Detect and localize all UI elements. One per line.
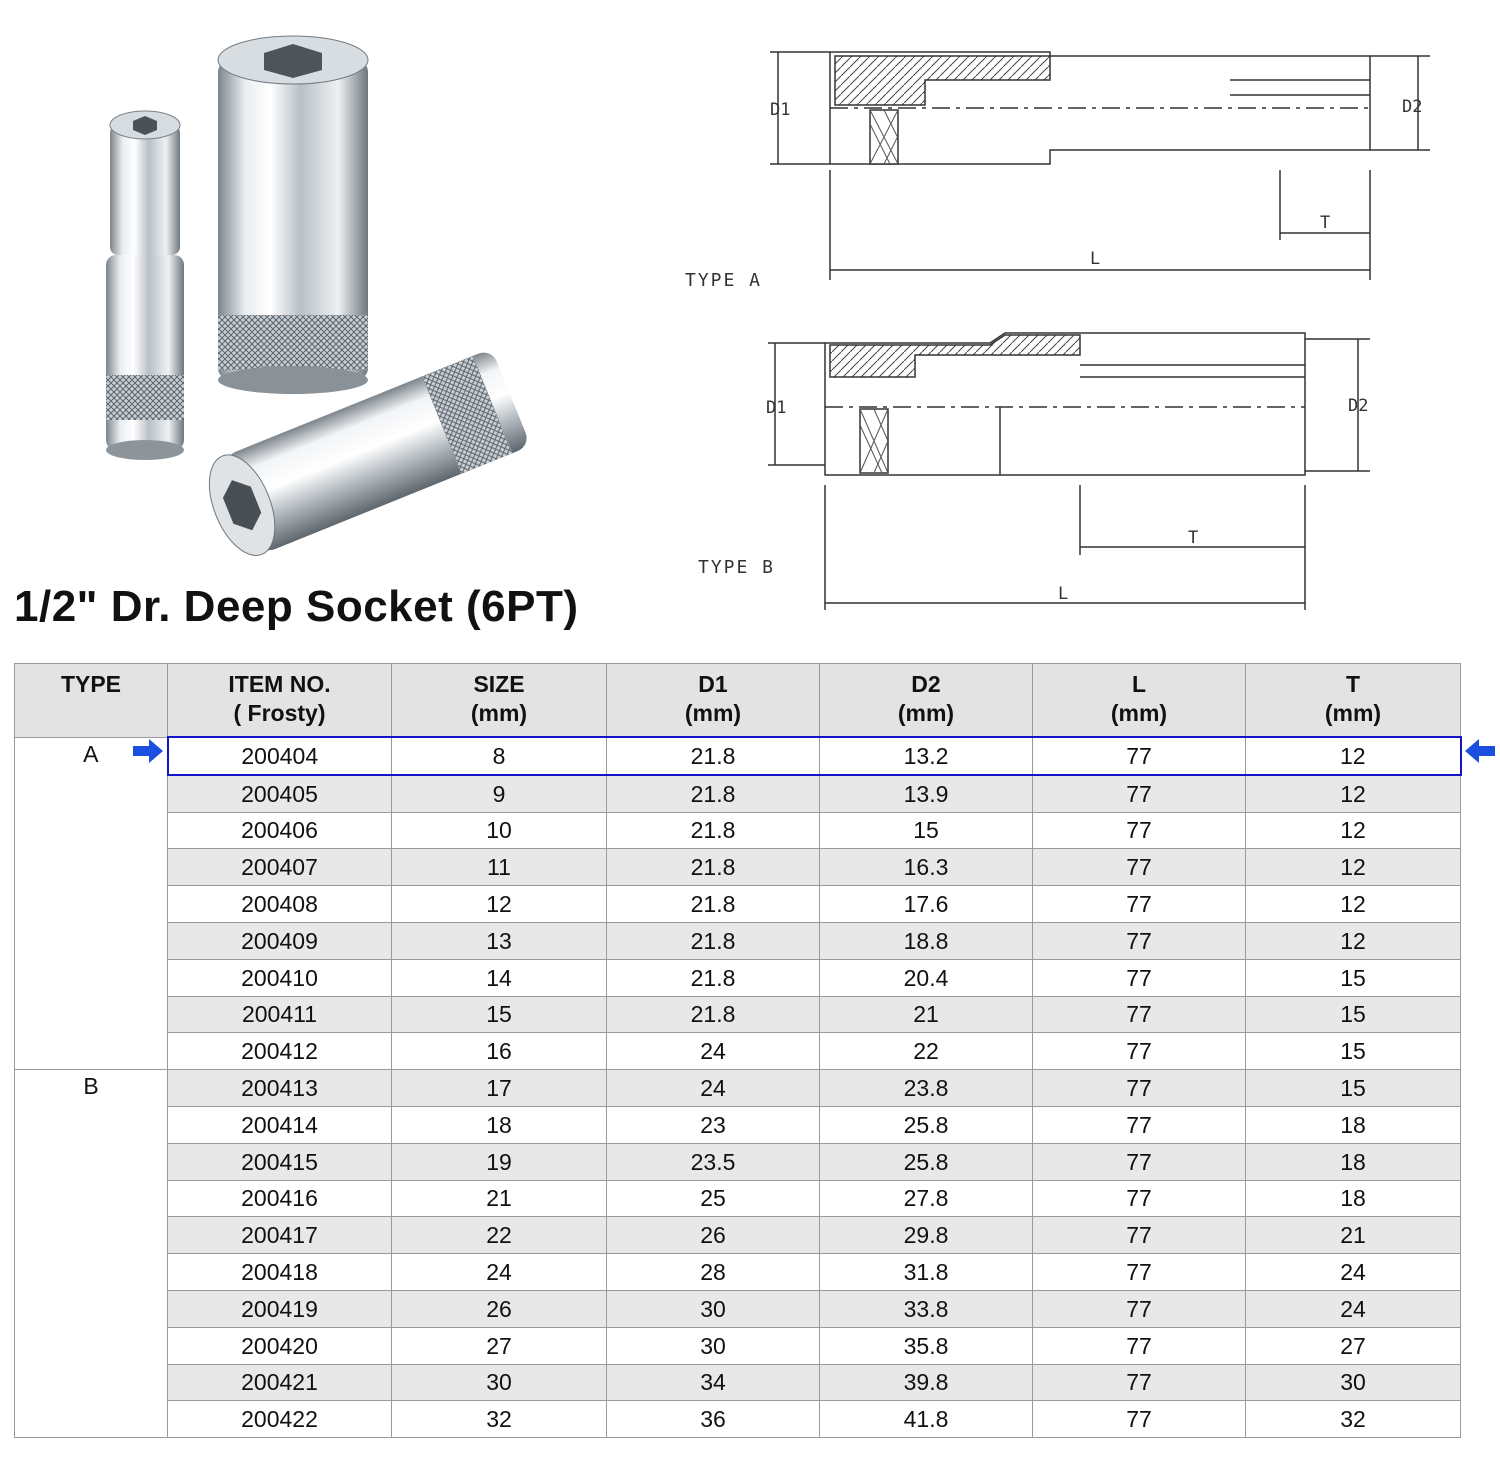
table-cell: 21.8 bbox=[607, 849, 820, 886]
table-cell: 25 bbox=[607, 1180, 820, 1217]
tall-socket bbox=[218, 36, 368, 394]
right-arrow-icon bbox=[131, 737, 165, 765]
table-cell: 26 bbox=[392, 1290, 607, 1327]
item-number-cell: 200409 bbox=[168, 922, 392, 959]
column-header-line1: TYPE bbox=[60, 671, 122, 697]
table-cell: 21.8 bbox=[607, 959, 820, 996]
table-cell: 15 bbox=[820, 812, 1033, 849]
table-row bbox=[15, 1180, 1461, 1217]
small-socket bbox=[106, 111, 184, 460]
table-header-row bbox=[15, 664, 1461, 738]
table-cell: 15 bbox=[1246, 959, 1461, 996]
column-header-line2: (mm) bbox=[1324, 700, 1382, 726]
product-photo bbox=[90, 20, 560, 560]
column-header bbox=[168, 664, 392, 738]
type-a-label: TYPE A bbox=[685, 270, 763, 291]
table-cell: 77 bbox=[1033, 886, 1246, 923]
type-b-t-label: T bbox=[1188, 528, 1199, 548]
item-number-cell: 200406 bbox=[168, 812, 392, 849]
table-cell: 21 bbox=[1246, 1217, 1461, 1254]
table-cell: 30 bbox=[1246, 1364, 1461, 1401]
column-header bbox=[392, 664, 607, 738]
type-a-l-label: L bbox=[1090, 249, 1101, 269]
type-a-d1-label: D1 bbox=[770, 100, 791, 120]
table-cell: 12 bbox=[1246, 886, 1461, 923]
table-cell: 16.3 bbox=[820, 849, 1033, 886]
item-number-cell: 200410 bbox=[168, 959, 392, 996]
table-cell: 12 bbox=[392, 886, 607, 923]
item-number-cell: 200405 bbox=[168, 775, 392, 812]
column-header-line1: D2 bbox=[911, 671, 941, 697]
type-b-d2-label: D2 bbox=[1348, 396, 1369, 416]
column-header-line1: D1 bbox=[698, 671, 728, 697]
table-cell: 35.8 bbox=[820, 1327, 1033, 1364]
table-cell: 77 bbox=[1033, 959, 1246, 996]
column-header-line1: L bbox=[1131, 671, 1147, 697]
table-cell: 13 bbox=[392, 922, 607, 959]
table-cell: 21.8 bbox=[607, 886, 820, 923]
table-cell: 18 bbox=[1246, 1143, 1461, 1180]
table-cell: 77 bbox=[1033, 737, 1246, 775]
table-cell: 23.5 bbox=[607, 1143, 820, 1180]
table-row bbox=[15, 737, 1461, 775]
table-cell: 28 bbox=[607, 1254, 820, 1291]
table-cell: 15 bbox=[392, 996, 607, 1033]
table-row bbox=[15, 1033, 1461, 1070]
table-cell: 31.8 bbox=[820, 1254, 1033, 1291]
table-cell: 77 bbox=[1033, 1033, 1246, 1070]
table-row bbox=[15, 996, 1461, 1033]
table-cell: 36 bbox=[607, 1401, 820, 1438]
table-cell: 18 bbox=[1246, 1106, 1461, 1143]
type-b-label: TYPE B bbox=[698, 557, 776, 578]
item-number-cell: 200413 bbox=[168, 1070, 392, 1107]
table-body bbox=[15, 737, 1461, 1438]
table-cell: 24 bbox=[607, 1070, 820, 1107]
column-header-line2: (mm) bbox=[470, 700, 528, 726]
table-cell: 18 bbox=[1246, 1180, 1461, 1217]
table-cell: 14 bbox=[392, 959, 607, 996]
column-header-line2: (mm) bbox=[897, 700, 955, 726]
table-cell: 10 bbox=[392, 812, 607, 849]
table-cell: 26 bbox=[607, 1217, 820, 1254]
table-cell: 12 bbox=[1246, 737, 1461, 775]
item-number-cell: 200418 bbox=[168, 1254, 392, 1291]
left-arrow-icon bbox=[1463, 737, 1497, 765]
table-cell: 22 bbox=[392, 1217, 607, 1254]
table-cell: 77 bbox=[1033, 922, 1246, 959]
table-cell: 33.8 bbox=[820, 1290, 1033, 1327]
table-cell: 24 bbox=[392, 1254, 607, 1291]
column-header bbox=[607, 664, 820, 738]
table-cell: 20.4 bbox=[820, 959, 1033, 996]
table-cell: 77 bbox=[1033, 812, 1246, 849]
table-cell: 18 bbox=[392, 1106, 607, 1143]
table-cell: 27 bbox=[392, 1327, 607, 1364]
table-cell: 34 bbox=[607, 1364, 820, 1401]
table-cell: 21 bbox=[820, 996, 1033, 1033]
column-header bbox=[1033, 664, 1246, 738]
item-number-cell: 200412 bbox=[168, 1033, 392, 1070]
table-cell: 77 bbox=[1033, 996, 1246, 1033]
column-header bbox=[1246, 664, 1461, 738]
table-cell: 25.8 bbox=[820, 1143, 1033, 1180]
type-a-d2-label: D2 bbox=[1402, 97, 1423, 117]
item-number-cell: 200422 bbox=[168, 1401, 392, 1438]
table-cell: 19 bbox=[392, 1143, 607, 1180]
table-row bbox=[15, 1106, 1461, 1143]
table-row bbox=[15, 1143, 1461, 1180]
table-row bbox=[15, 1364, 1461, 1401]
table-row bbox=[15, 1254, 1461, 1291]
table-cell: 21.8 bbox=[607, 775, 820, 812]
table-cell: 30 bbox=[607, 1290, 820, 1327]
column-header-line1: SIZE bbox=[473, 671, 525, 697]
table-cell: 12 bbox=[1246, 849, 1461, 886]
table-cell: 27.8 bbox=[820, 1180, 1033, 1217]
table-cell: 21 bbox=[392, 1180, 607, 1217]
table-cell: 21.8 bbox=[607, 996, 820, 1033]
type-b-l-label: L bbox=[1058, 584, 1069, 604]
item-number-cell: 200404 bbox=[168, 737, 392, 775]
table-row bbox=[15, 922, 1461, 959]
table-cell: 77 bbox=[1033, 1364, 1246, 1401]
column-header-line2: (mm) bbox=[1110, 700, 1168, 726]
table-cell: 77 bbox=[1033, 1290, 1246, 1327]
column-header bbox=[15, 664, 168, 738]
table-cell: 13.2 bbox=[820, 737, 1033, 775]
table-row bbox=[15, 1217, 1461, 1254]
table-row bbox=[15, 886, 1461, 923]
table-cell: 12 bbox=[1246, 922, 1461, 959]
column-header-line1: ITEM NO. bbox=[228, 671, 331, 697]
table-cell: 15 bbox=[1246, 1070, 1461, 1107]
item-number-cell: 200421 bbox=[168, 1364, 392, 1401]
table-cell: 77 bbox=[1033, 1254, 1246, 1291]
table-cell: 77 bbox=[1033, 849, 1246, 886]
table-row bbox=[15, 775, 1461, 812]
table-cell: 30 bbox=[392, 1364, 607, 1401]
table-row bbox=[15, 959, 1461, 996]
table-cell: 15 bbox=[1246, 996, 1461, 1033]
table-cell: 8 bbox=[392, 737, 607, 775]
table-cell: 77 bbox=[1033, 1401, 1246, 1438]
table-row bbox=[15, 1401, 1461, 1438]
table-cell: 18.8 bbox=[820, 922, 1033, 959]
type-b-diagram bbox=[670, 325, 1450, 615]
item-number-cell: 200414 bbox=[168, 1106, 392, 1143]
table-cell: 17.6 bbox=[820, 886, 1033, 923]
table-cell: 21.8 bbox=[607, 812, 820, 849]
table-cell: 15 bbox=[1246, 1033, 1461, 1070]
table-row bbox=[15, 1070, 1461, 1107]
table-cell: 23.8 bbox=[820, 1070, 1033, 1107]
table-cell: 77 bbox=[1033, 1217, 1246, 1254]
table-cell: 12 bbox=[1246, 775, 1461, 812]
item-number-cell: 200411 bbox=[168, 996, 392, 1033]
column-header-line2: (mm) bbox=[684, 700, 742, 726]
table-row bbox=[15, 1327, 1461, 1364]
column-header bbox=[820, 664, 1033, 738]
item-number-cell: 200407 bbox=[168, 849, 392, 886]
table-cell: 77 bbox=[1033, 1327, 1246, 1364]
spec-table bbox=[14, 663, 1462, 1438]
type-cell: A bbox=[15, 737, 168, 1070]
table-cell: 77 bbox=[1033, 1070, 1246, 1107]
type-a-diagram bbox=[670, 40, 1450, 300]
table-cell: 27 bbox=[1246, 1327, 1461, 1364]
table-cell: 77 bbox=[1033, 1106, 1246, 1143]
table-cell: 11 bbox=[392, 849, 607, 886]
table-cell: 25.8 bbox=[820, 1106, 1033, 1143]
table-cell: 16 bbox=[392, 1033, 607, 1070]
table-cell: 32 bbox=[1246, 1401, 1461, 1438]
table-cell: 30 bbox=[607, 1327, 820, 1364]
item-number-cell: 200415 bbox=[168, 1143, 392, 1180]
page-title: 1/2" Dr. Deep Socket (6PT) bbox=[14, 582, 579, 631]
table-row bbox=[15, 1290, 1461, 1327]
table-cell: 77 bbox=[1033, 775, 1246, 812]
item-number-cell: 200419 bbox=[168, 1290, 392, 1327]
table-cell: 77 bbox=[1033, 1180, 1246, 1217]
type-b-d1-label: D1 bbox=[766, 398, 787, 418]
table-cell: 22 bbox=[820, 1033, 1033, 1070]
table-cell: 77 bbox=[1033, 1143, 1246, 1180]
table-cell: 9 bbox=[392, 775, 607, 812]
item-number-cell: 200417 bbox=[168, 1217, 392, 1254]
table-cell: 13.9 bbox=[820, 775, 1033, 812]
table-cell: 12 bbox=[1246, 812, 1461, 849]
type-cell: B bbox=[15, 1070, 168, 1438]
column-header-line1: T bbox=[1345, 671, 1361, 697]
table-cell: 21.8 bbox=[607, 737, 820, 775]
table-cell: 17 bbox=[392, 1070, 607, 1107]
table-cell: 23 bbox=[607, 1106, 820, 1143]
table-cell: 24 bbox=[1246, 1254, 1461, 1291]
item-number-cell: 200408 bbox=[168, 886, 392, 923]
table-row bbox=[15, 812, 1461, 849]
item-number-cell: 200416 bbox=[168, 1180, 392, 1217]
table-cell: 21.8 bbox=[607, 922, 820, 959]
table-cell: 24 bbox=[607, 1033, 820, 1070]
table-cell: 39.8 bbox=[820, 1364, 1033, 1401]
table-row bbox=[15, 849, 1461, 886]
column-header-line2: ( Frosty) bbox=[233, 700, 326, 726]
table-cell: 24 bbox=[1246, 1290, 1461, 1327]
table-cell: 41.8 bbox=[820, 1401, 1033, 1438]
table-cell: 32 bbox=[392, 1401, 607, 1438]
table-cell: 29.8 bbox=[820, 1217, 1033, 1254]
type-a-t-label: T bbox=[1320, 213, 1331, 233]
item-number-cell: 200420 bbox=[168, 1327, 392, 1364]
